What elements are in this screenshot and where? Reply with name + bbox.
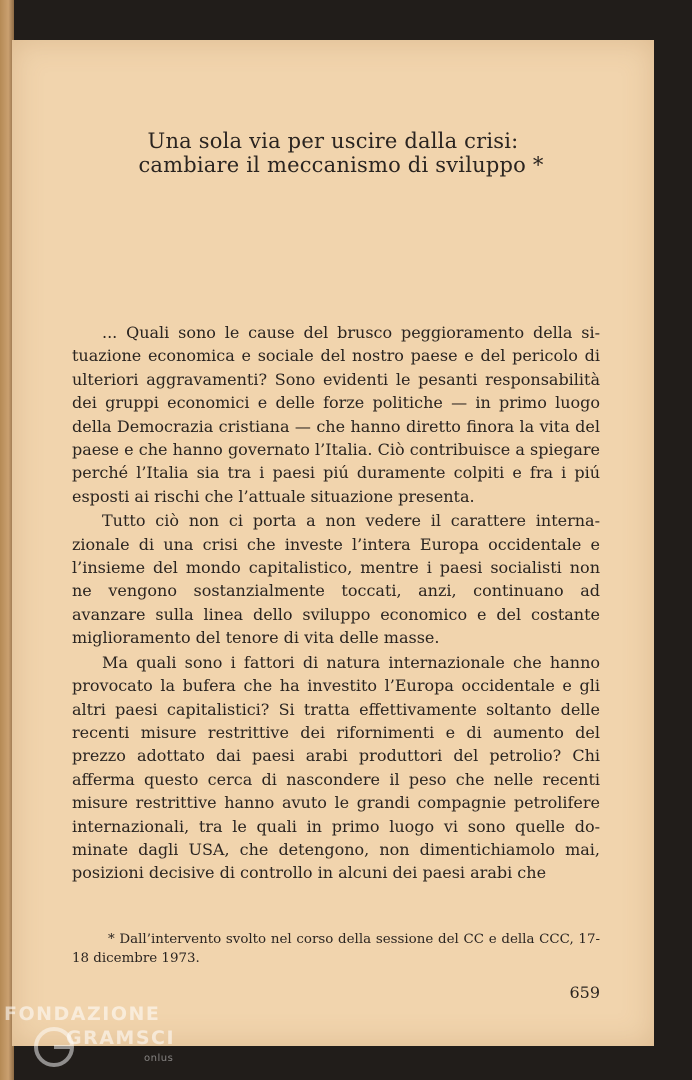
- chapter-title-line-1: Una sola via per uscire dalla crisi:: [147, 129, 519, 153]
- paragraph: Tutto ciò non ci porta a non vedere il carattere internazionale di una crisi che investe l’intera Europa occidentale e l’insieme del mondo capitalistico, mentre i paesi socialisti non ne vengono sostanzialmente toccati, anzi, continuano ad avanzare sulla linea dello sviluppo economico e del costante miglioramento del tenore di vita delle masse.: [72, 511, 600, 648]
- body-text: [72, 321, 600, 885]
- watermark-line-1: FONDAZIONE: [4, 1003, 161, 1025]
- watermark: [4, 1003, 194, 1073]
- book-page: [12, 40, 654, 1046]
- watermark-line-3: onlus: [144, 1053, 174, 1064]
- watermark-line-2: GRAMSCI: [66, 1027, 176, 1049]
- paragraph: ... Quali sono le cause del brusco peggioramento della situazione economica e sociale del nostro paese e del pericolo di ulteriori aggravamenti? Sono evidenti le pesanti responsabilità dei gruppi economici e delle forze politiche — in primo luogo della Democrazia cristiana — che hanno diretto finora la vita del paese e che hanno governato l’Italia. Ciò contribuisce a spiegare perché l’Italia sia tra i paesi piú duramente colpiti e fra i piú esposti ai rischi che l’attuale situazione presenta.: [72, 323, 600, 506]
- paragraph: Ma quali sono i fattori di natura internazionale che hanno provocato la bufera che ha investito l’Europa occidentale e gli altri paesi capitalistici? Si tratta effettivamente soltanto delle recenti misure restrittive dei rifornimenti e di aumento del prezzo adottato dai paesi arabi produttori del petrolio? Chi afferma questo cerca di nascondere il peso che nelle recenti misure restrittive hanno avuto le grandi compagnie petrolifere internazionali, tra le quali in primo luogo vi sono quelle dominate dagli USA, che detengono, non dimentichiamolo mai, posizioni decisive di controllo in alcuni dei paesi arabi che: [72, 652, 600, 883]
- chapter-title-line-2: cambiare il meccanismo di sviluppo *: [138, 153, 544, 177]
- footnote: * Dall’intervento svolto nel corso della sessione del CC e della CCC, 17-18 dicembre 1973.: [72, 932, 600, 966]
- page-number: 659: [569, 983, 600, 1002]
